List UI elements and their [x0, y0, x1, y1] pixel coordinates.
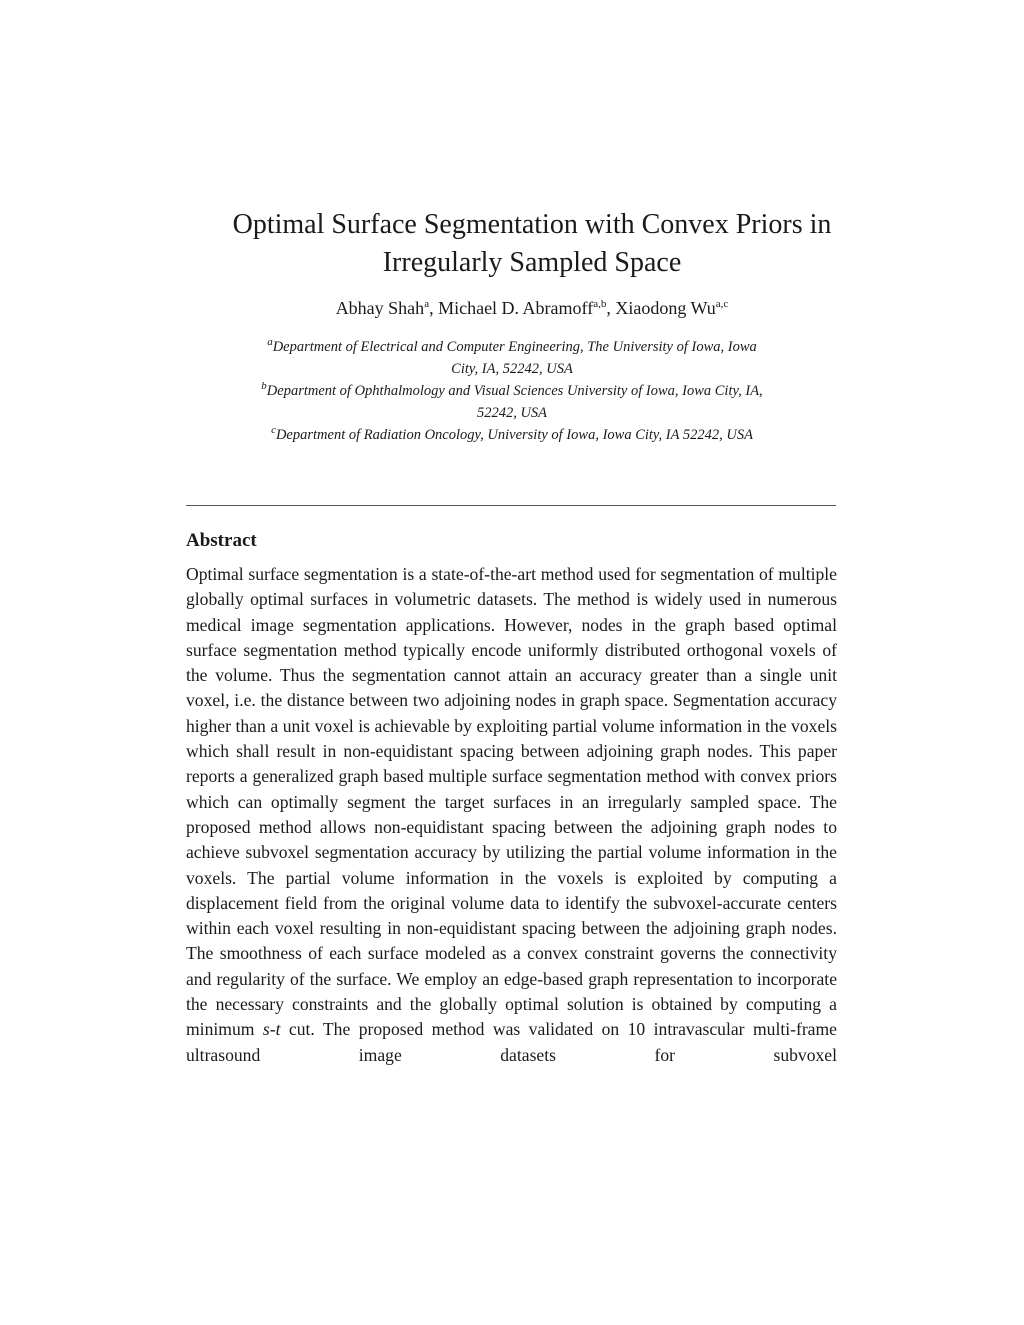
author-name: Abhay Shah [335, 298, 425, 318]
paper-title [160, 206, 904, 282]
affiliation-a [180, 336, 844, 380]
title-line-1: Optimal Surface Segmentation with Convex Priors in [232, 209, 832, 240]
affiliation-mark: b [261, 380, 267, 393]
section-divider [186, 505, 836, 506]
author-affiliation-mark: a,c [715, 298, 729, 310]
affiliation-c [180, 424, 844, 446]
affiliation-line: Department of Ophthalmology and Visual Sciences University of Iowa, Iowa City, IA, [266, 383, 763, 399]
abstract-italic-term: s-t [262, 1019, 281, 1040]
author-affiliation-mark: a [424, 298, 430, 310]
author-affiliation-mark: a,b [593, 298, 607, 310]
abstract-heading: Abstract [186, 530, 257, 551]
affiliation-line: 52242, USA [476, 405, 548, 421]
author-list [160, 296, 904, 320]
author-separator: , [429, 298, 439, 318]
affiliation-line: City, IA, 52242, USA [451, 361, 573, 377]
author-name: Michael D. Abramoff [438, 298, 594, 318]
affiliation-b [180, 380, 844, 424]
author-name: Xiaodong Wu [615, 298, 716, 318]
abstract-text-part-1: Optimal surface segmentation is a state-of-the-art method used for segmentation of multiple globally optimal surfaces in volumetric datasets. The method is widely used in numerous medical image segmentation applications. However, nodes in the graph based optimal surface segmentation method typically encode uniformly distributed orthogonal voxels of the volume. Thus the segmentation cannot attain an accuracy greater than a single unit voxel, i.e. the distance between two adjoining nodes in graph space. Segmentation accuracy higher than a unit voxel is achievable by exploiting partial volume information in the voxels which shall result in non-equidistant spacing between adjoining graph nodes. This paper reports a generalized graph based multiple surface segmentation method with convex priors which can optimally segment the target surfaces in an irregularly sampled space. The proposed method allows non-equidistant spacing between the adjoining graph nodes to achieve subvoxel segmentation accuracy by utilizing the partial volume information in the voxels. The partial volume information in the voxels is exploited by computing a displacement field from the original volume data to identify the subvoxel-accurate centers within each voxel resulting in non-equidistant spacing between the adjoining graph nodes. The smoothness of each surface modeled as a convex constraint governs the connectivity and regularity of the surface. We employ an edge-based graph representation to incorporate the necessary constraints and the globally optimal solution is obtained by computing a minimum [186, 564, 837, 1040]
author-separator: , [606, 298, 616, 318]
affiliation-line: Department of Radiation Oncology, University of Iowa, Iowa City, IA 52242, USA [275, 427, 753, 443]
affiliation-mark: a [267, 336, 273, 349]
title-line-2: Irregularly Sampled Space [382, 247, 682, 278]
affiliation-list [180, 336, 844, 446]
affiliation-mark: c [271, 424, 276, 437]
affiliation-line: Department of Electrical and Computer Engineering, The University of Iowa, Iowa [272, 339, 757, 355]
abstract-text-part-2: cut. The proposed method was validated on 10 intravascular multi-frame ultrasound image datasets for subvoxel [186, 1019, 837, 1065]
abstract-text [186, 562, 837, 1068]
